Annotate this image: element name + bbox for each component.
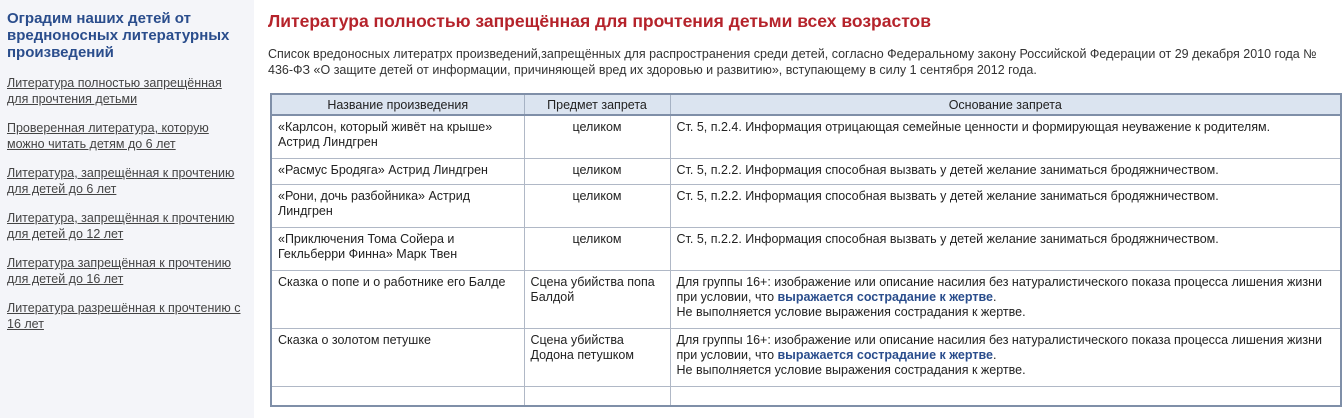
cell-reason: Ст. 5, п.2.4. Информация отрицающая семейные ценности и формирующая неуважение к родителям.: [670, 115, 1340, 159]
header-title: Название произведения: [272, 95, 524, 115]
cell-reason: Ст. 5, п.2.2. Информация способная вызвать у детей желание заниматься бродяжничеством.: [670, 185, 1340, 228]
cell-subject: целиком: [524, 115, 670, 159]
reason-text: Для группы 16+: изображение или описание насилия без натуралистического показа процесса лишения жизни при условии, что: [676, 333, 1322, 362]
table-row: [272, 228, 1340, 271]
cell-title: «Рони, дочь разбойника» Астрид Линдгрен: [272, 185, 524, 228]
cell-title: «Приключения Тома Сойера и Гекльберри Финна» Марк Твен: [272, 228, 524, 271]
reason-text: Для группы 16+: изображение или описание насилия без натуралистического показа процесса лишения жизни при условии, что: [676, 275, 1322, 304]
cell-reason: Ст. 5, п.2.2. Информация способная вызвать у детей желание заниматься бродяжничеством.: [670, 228, 1340, 271]
cell-subject: Сцена убийства Додона петушком: [524, 329, 670, 387]
nav-link-banned-under-16[interactable]: Литература запрещённая к прочтению для детей до 16 лет: [7, 256, 231, 286]
nav-link-banned-under-12[interactable]: Литература, запрещённая к прочтению для детей до 12 лет: [7, 211, 235, 241]
table-header-row: [272, 95, 1340, 115]
cell-title: Сказка о попе и о работнике его Балде: [272, 271, 524, 329]
reason-punct: .: [992, 290, 997, 304]
table-row-empty: [272, 387, 1340, 406]
cell-subject: целиком: [524, 185, 670, 228]
nav-link-banned-under-6[interactable]: Литература, запрещённая к прочтению для детей до 6 лет: [7, 166, 235, 196]
table-row: [272, 115, 1340, 159]
banned-literature-table: [270, 93, 1342, 407]
cell-reason: [670, 329, 1340, 387]
cell-reason: [670, 271, 1340, 329]
intro-text: Список вредоносных литератрх произведений,запрещённых для распространения среди детей, согласно Федеральному закону Российской Федерации от 29 декабря 2010 года № 436-ФЗ «О защите детей от информации, причиняющей вред их здоровью и развитию», вступающему в силу 1 сентября 2012 года.: [268, 47, 1317, 77]
cell-subject: целиком: [524, 228, 670, 271]
cell-subject: Сцена убийства попа Балдой: [524, 271, 670, 329]
cell-empty: [272, 387, 524, 406]
nav-link-allowed-from-16[interactable]: Литература разрешённая к прочтению с 16 лет: [7, 301, 241, 331]
table-row: [272, 329, 1340, 387]
reason-punct: .: [992, 348, 997, 362]
reason-note: Не выполняется условие выражения сострадания к жертве.: [676, 363, 1026, 377]
cell-title: «Карлсон, который живёт на крыше» Астрид Линдгрен: [272, 115, 524, 159]
nav-link-fully-banned[interactable]: Литература полностью запрещённая для прочтения детьми: [7, 76, 222, 106]
table-row: [272, 271, 1340, 329]
header-reason: Основание запрета: [670, 95, 1340, 115]
header-subject: Предмет запрета: [524, 95, 670, 115]
cell-empty: [524, 387, 670, 406]
reason-highlight: выражается сострадание к жертве: [777, 348, 993, 362]
sidebar: [0, 0, 254, 418]
nav-link-approved-under-6[interactable]: Проверенная литература, которую можно читать детям до 6 лет: [7, 121, 209, 151]
table-row: [272, 185, 1340, 228]
cell-reason: Ст. 5, п.2.2. Информация способная вызвать у детей желание заниматься бродяжничеством.: [670, 159, 1340, 185]
cell-title: Сказка о золотом петушке: [272, 329, 524, 387]
cell-subject: целиком: [524, 159, 670, 185]
table-row: [272, 159, 1340, 185]
page-title: Литература полностью запрещённая для прочтения детьми всех возрастов: [268, 11, 931, 31]
cell-title: «Расмус Бродяга» Астрид Линдгрен: [272, 159, 524, 185]
main-content: [268, 0, 1344, 377]
sidebar-title: Оградим наших детей от вредноносных литературных произведений: [7, 10, 230, 61]
cell-empty: [670, 387, 1340, 406]
reason-note: Не выполняется условие выражения сострадания к жертве.: [676, 305, 1026, 319]
reason-highlight: выражается сострадание к жертве: [777, 290, 993, 304]
